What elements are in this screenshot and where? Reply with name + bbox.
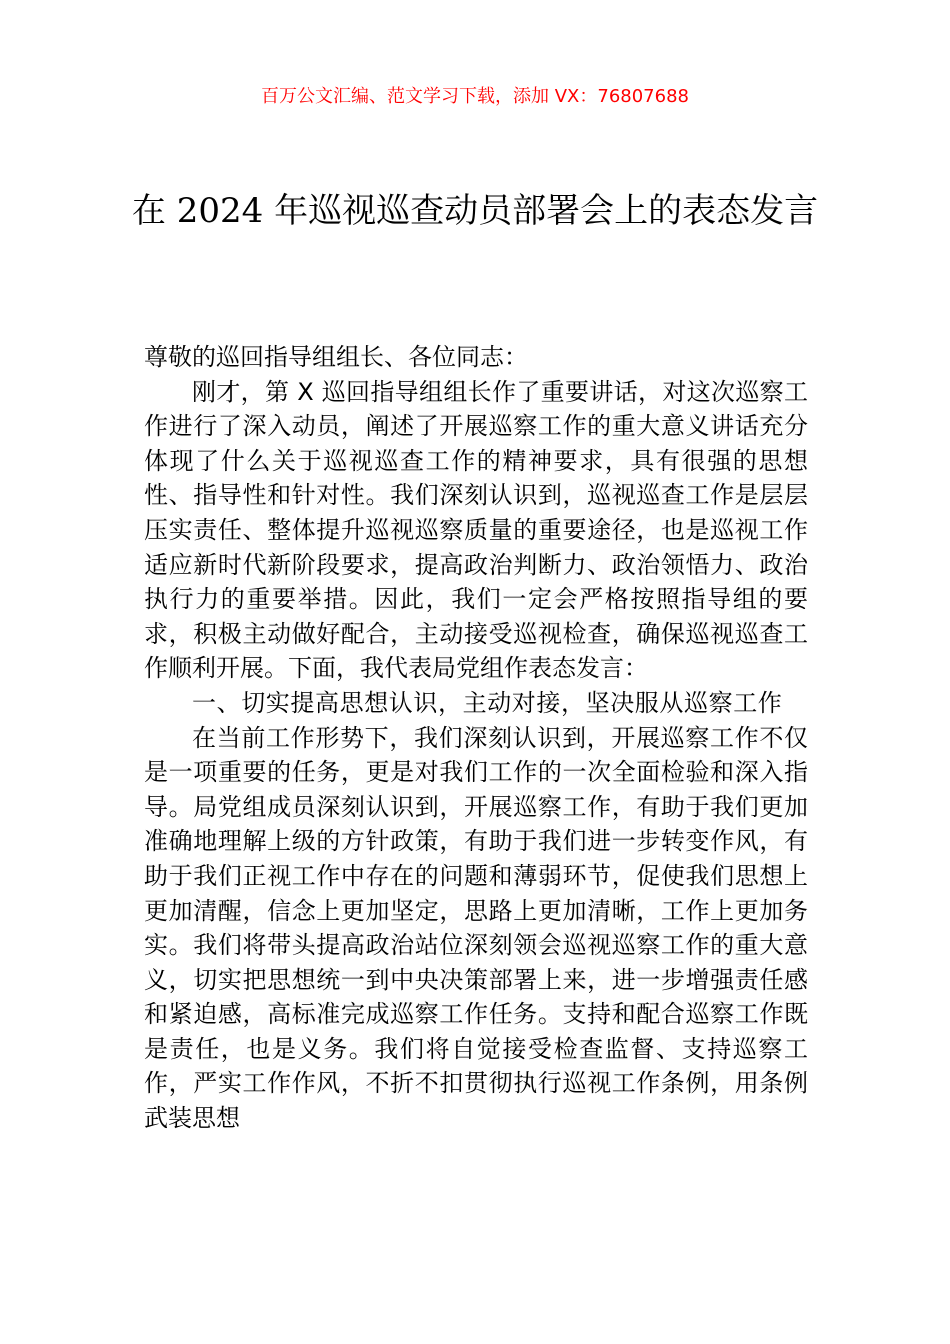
document-title: 在 2024 年巡视巡查动员部署会上的表态发言 <box>131 191 819 231</box>
salutation: 尊敬的巡回指导组组长、各位同志： <box>144 343 528 371</box>
paragraph-section-one: 在当前工作形势下，我们深刻认识到，开展巡察工作不仅是一项重要的任务，更是对我们工作的一次全面检验和深入指导。局党组成员深刻认识到，开展巡察工作，有助于我们更加准确地理解上级的方针政策，有助于我们进一步转变作风，有助于我们正视工作中存在的问题和薄弱环节，促使我们思想上更加清醒，信念上更加坚定，思路上更加清晰，工作上更加务实。我们将带头提高政治站位深刻领会巡视巡察工作的重大意义，切实把思想统一到中央决策部署上来，进一步增强责任感和紧迫感，高标准完成巡察工作任务。支持和配合巡察工作既是责任，也是义务。我们将自觉接受检查监督、支持巡察工作，严实工作作风，不折不扣贯彻执行巡视工作条例，用条例武装思想 <box>144 723 808 1133</box>
section-heading-one: 一、切实提高思想认识，主动对接，坚决服从巡察工作 <box>192 688 783 717</box>
paragraph-intro: 刚才，第 X 巡回指导组组长作了重要讲话，对这次巡察工作进行了深入动员，阐述了开展巡察工作的重大意义讲话充分体现了什么关于巡视巡查工作的精神要求，具有很强的思想性、指导性和针对性。我们深刻认识到，巡视巡查工作是层层压实责任、整体提升巡视巡察质量的重要途径，也是巡视工作适应新时代新阶段要求，提高政治判断力、政治领悟力、政治执行力的重要举措。因此，我们一定会严格按照指导组的要求，积极主动做好配合，主动接受巡视检查，确保巡视巡查工作顺利开展。下面，我代表局党组作表态发言： <box>144 377 808 683</box>
document-body <box>144 340 808 1136</box>
header-watermark-note: 百万公文汇编、范文学习下载，添加 VX：76807688 <box>261 86 689 107</box>
